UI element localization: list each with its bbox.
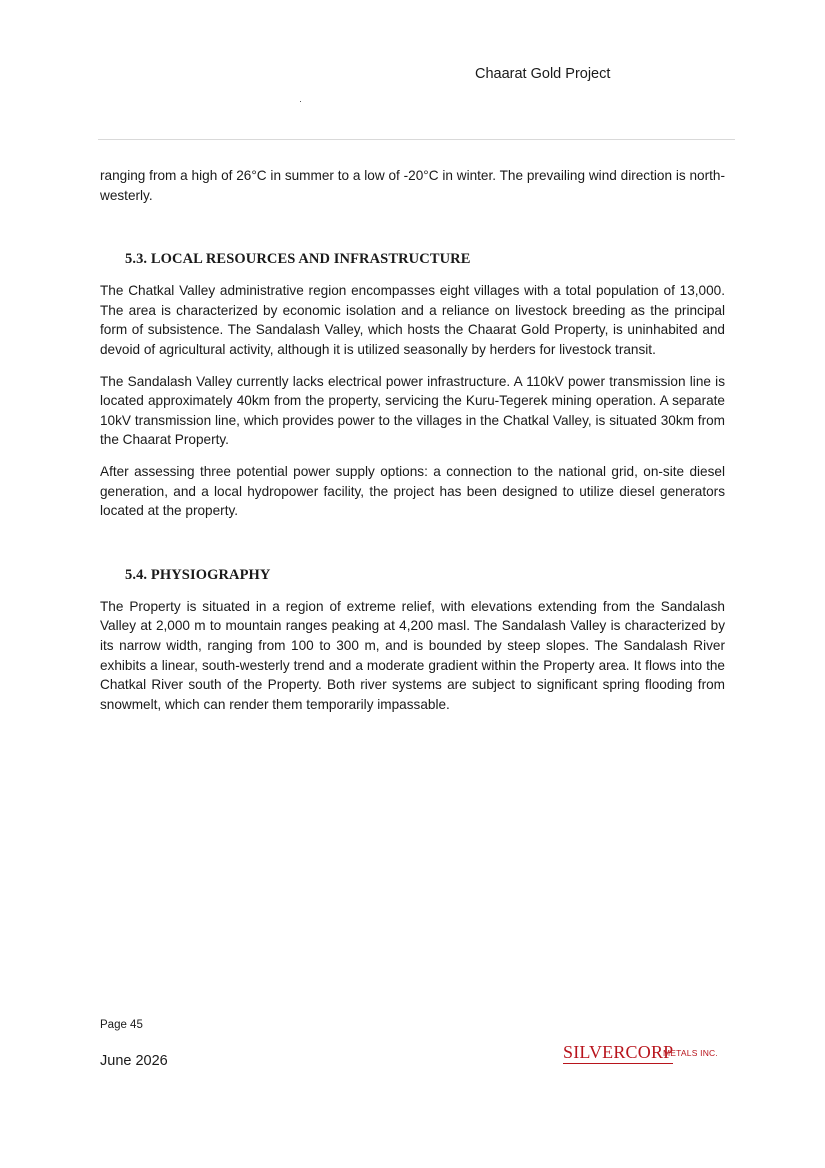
silvercorp-logo [563,1041,723,1067]
footer-page-number: Page 45 [100,1019,143,1031]
header-mark [300,101,301,102]
section-heading-local-resources: 5.3. LOCAL RESOURCES AND INFRASTRUCTURE [125,251,471,268]
running-header-title: Chaarat Gold Project [475,66,611,82]
local-resources-paragraph-2: The Sandalash Valley currently lacks electrical power infrastructure. A 110kV power transmission line is located approximately 40km from the property, servicing the Kuru-Tegerek mining operation. A separate 10kV transmission line, which provides power to the villages in the Chatkal Valley, is situated 30km from the Chaarat Property. [100,373,725,448]
logo-subtitle: METALS INC. [663,1048,718,1058]
header-divider [98,139,735,140]
intro-paragraph: ranging from a high of 26°C in summer to a low of -20°C in winter. The prevailing wind direction is north-westerly. [100,168,725,203]
page-content [100,166,725,714]
logo-wordmark: SILVERCORP [563,1042,674,1062]
local-resources-paragraph-3: After assessing three potential power supply options: a connection to the national grid, on-site diesel generation, and a local hydropower facility, the project has been designed to utilize diesel generators located at the property. [100,463,725,519]
footer-date: June 2026 [100,1053,168,1069]
section-heading-physiography: 5.4. PHYSIOGRAPHY [125,566,271,583]
physiography-paragraph-1: The Property is situated in a region of extreme relief, with elevations extending from the Sandalash Valley at 2,000 m to mountain ranges peaking at 4,200 masl. The Sandalash Valley is characterized by its narrow width, ranging from 100 to 300 m, and is bounded by steep slopes. The Sandalash River exhibits a linear, south-westerly trend and a moderate gradient within the Property area. It flows into the Chatkal River south of the Property. Both river systems are subject to significant spring flooding from snowmelt, which can render them temporarily impassable. [100,598,725,712]
local-resources-paragraph-1: The Chatkal Valley administrative region encompasses eight villages with a total population of 13,000. The area is characterized by economic isolation and a reliance on livestock breeding as the principal form of subsistence. The Sandalash Valley, which hosts the Chaarat Gold Property, is uninhabited and devoid of agricultural activity, although it is utilized seasonally by herders for livestock transit. [100,283,725,357]
